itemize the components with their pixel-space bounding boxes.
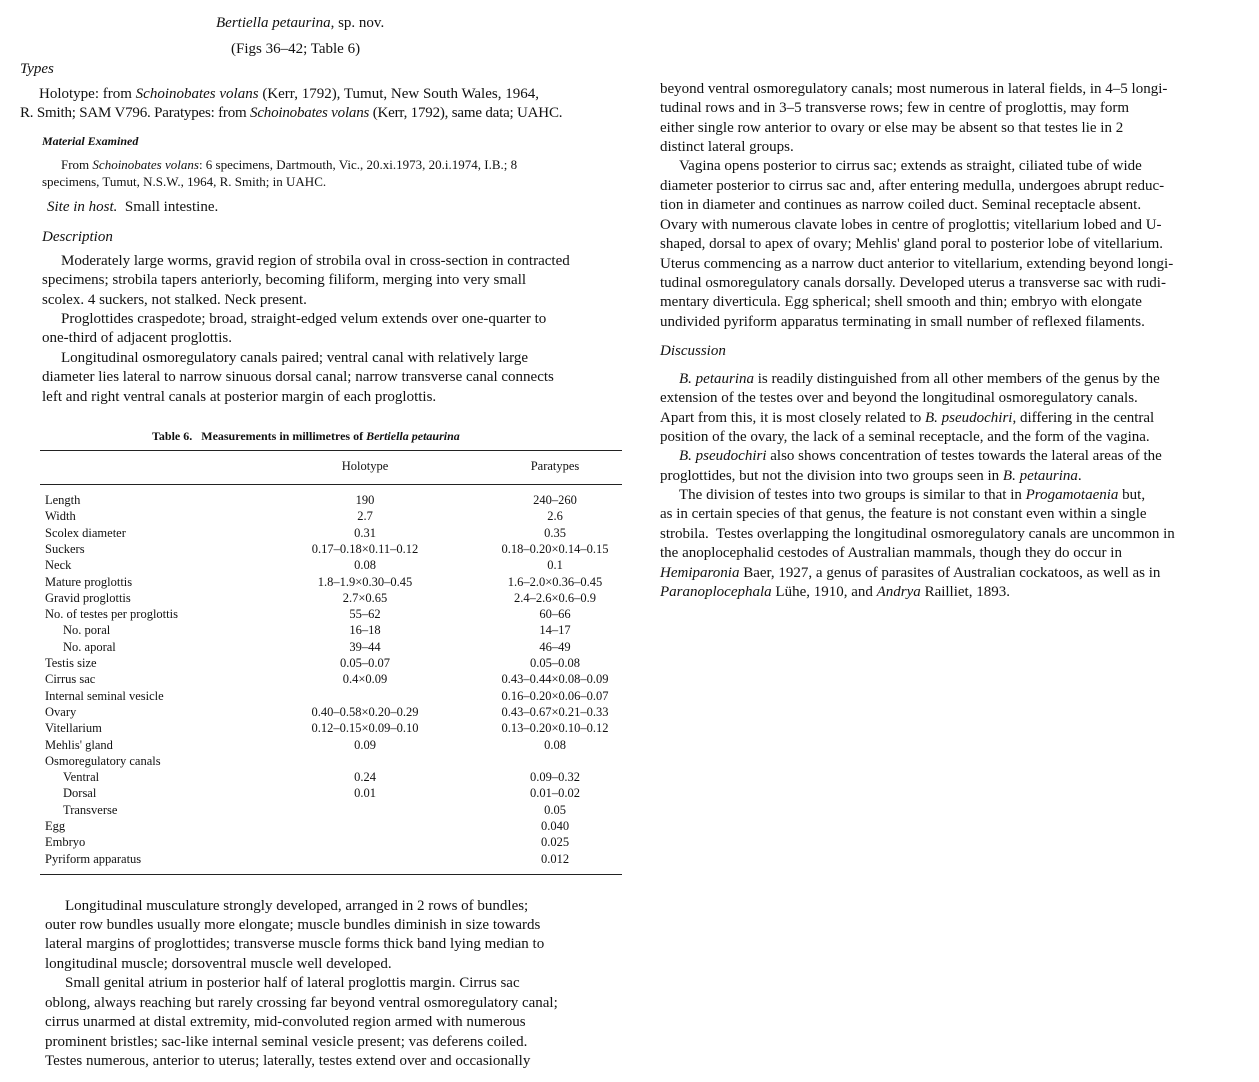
figs-reference: (Figs 36–42; Table 6) [231,41,361,57]
text-run: extension of the testes over and beyond the longitudinal osmoregulatory canals. [660,390,1138,406]
musculature-line: cirrus unarmed at distal extremity, mid-convoluted region armed with numerous [45,1014,526,1030]
table-top-rule [40,450,622,451]
table-row [45,557,625,573]
table-row [45,704,625,720]
row-label: Ventral [63,770,100,785]
holotype-value: 55–62 [349,607,381,622]
table-row [45,541,625,557]
row-label: Testis size [45,656,97,670]
discussion-line [660,467,1082,486]
text-run: the anoplocephalid cestodes of Australian mammals, though they do occur in [660,545,1122,561]
holotype-value: 0.17–0.18×0.11–0.12 [311,541,419,556]
table-row [45,639,625,655]
discussion-line [679,447,1162,466]
text-run: Holotype: from [39,86,136,102]
paratypes-value: 0.43–0.44×0.08–0.09 [501,672,609,687]
paratypes-value: 0.05 [544,802,566,817]
discussion-line [679,370,1160,389]
discussion-line [660,525,1175,544]
site-label: Site in host. [47,199,118,215]
musculature-line: outer row bundles usually more elongate; muscle bundles diminish in size towards [45,917,541,933]
text-run: (Kerr, 1792), same data; UAHC. [369,105,563,121]
holotype-value: 16–18 [349,623,381,638]
right-line: tion in diameter and continues as narrow coiled duct. Seminal receptacle absent. [660,197,1142,213]
taxon-name: Andrya [876,584,921,600]
taxon-name: Paranoplocephala [660,584,772,600]
paratypes-value: 0.13–0.20×0.10–0.12 [501,721,609,736]
table-row [45,720,625,736]
holotype-value: 0.01 [354,786,376,801]
row-label: Vitellarium [45,721,102,736]
text-run: position of the ovary, the lack of a seminal receptacle, and the form of the vagina. [660,429,1150,445]
taxon-name: B. pseudochiri [679,448,767,464]
paratypes-value: 0.16–0.20×0.06–0.07 [501,688,609,703]
material-line-1: specimens, Tumut, N.S.W., 1964, R. Smith; in UAHC. [42,174,327,189]
table-row [45,655,625,671]
text-run: (Kerr, 1792), Tumut, New South Wales, 1964, [258,86,539,102]
holotype-value: 0.40–0.58×0.20–0.29 [311,704,419,719]
row-label: Length [45,493,81,507]
right-line: distinct lateral groups. [660,139,794,155]
table-row [45,508,625,524]
discussion-line [660,583,1010,602]
right-line: diameter posterior to cirrus sac and, after entering medulla, undergoes abrupt reduc- [660,178,1165,194]
caption-species: Bertiella petaurina [366,429,460,443]
musculature-line: longitudinal muscle; dorsoventral muscle well developed. [45,956,392,972]
row-label: Gravid proglottis [45,590,131,605]
description-heading: Description [42,229,113,245]
text-run: The division of testes into two groups is similar to that in [679,487,1026,503]
table-row [45,590,625,606]
holotype-value: 1.8–1.9×0.30–0.45 [317,574,413,589]
discussion-line [660,544,1122,563]
musculature-line: Small genital atrium in posterior half of lateral proglottis margin. Cirrus sac [65,975,520,991]
description-line: Longitudinal osmoregulatory canals paired; ventral canal with relatively large [61,350,529,366]
text-run: strobila. Testes overlapping the longitudinal osmoregulatory canals are uncommon in [660,526,1175,542]
description-line: Proglottides craspedote; broad, straight-edged velum extends over one-quarter to [61,311,547,327]
paratypes-value: 14–17 [539,623,571,638]
row-label: Width [45,509,76,524]
description-line: specimens; strobila tapers anteriorly, becoming filiform, merging into very small [42,272,527,288]
right-line: Uterus commencing as a narrow duct anterior to vitellarium, extending beyond longi- [660,256,1174,272]
description-line: Moderately large worms, gravid region of strobila oval in cross-section in contracted [61,253,570,269]
table-row [45,785,625,801]
text-run: Lühe, 1910, and [771,584,877,600]
paratypes-value: 0.43–0.67×0.21–0.33 [501,704,609,719]
table-row [45,834,625,850]
right-line: either single row anterior to ovary or else may be absent so that testes lie in 2 [660,120,1124,136]
row-label: Egg [45,819,66,833]
table-row [45,622,625,638]
description-line: diameter lies lateral to narrow sinuous dorsal canal; narrow transverse canal connects [42,369,554,385]
paratypes-value: 0.012 [540,851,570,866]
paratypes-value: 2.4–2.6×0.6–0.9 [513,590,597,605]
text-run: proglottides, but not the division into two groups seen in [660,468,1003,484]
text-run: : 6 specimens, Dartmouth, Vic., 20.xi.1973, 20.i.1974, I.B.; 8 [198,157,518,172]
paratypes-value: 0.05–0.08 [530,656,580,670]
row-label: No. of testes per proglottis [45,607,178,622]
text-run: Baer, 1927, a genus of parasites of Australian cockatoos, as well as in [739,565,1161,581]
holotype-value: 0.08 [354,558,376,573]
table-caption [152,427,460,446]
text-run: R. Smith; SAM V796. Paratypes: from [20,105,251,121]
discussion-line [660,428,1150,447]
row-label: Transverse [63,802,118,817]
right-line: mentary diverticula. Egg spherical; shell smooth and thin; embryo with elongate [660,294,1142,310]
paratypes-value: 0.35 [544,525,566,540]
types-line-1 [20,104,562,123]
site-value: Small intestine. [124,199,219,215]
holotype-value: 0.24 [354,770,376,785]
musculature-line: Longitudinal musculature strongly developed, arranged in 2 rows of bundles; [65,898,529,914]
holotype-value: 0.4×0.09 [342,672,388,687]
paratypes-value: 0.18–0.20×0.14–0.15 [501,541,609,556]
table-bottom-rule [40,874,622,875]
right-line: undivided pyriform apparatus terminating in small number of reflexed filaments. [660,314,1145,330]
row-label: No. aporal [63,639,116,654]
right-line: tudinal osmoregulatory canals dorsally. Developed uterus a transverse sac with rudi- [660,275,1166,291]
table-row [45,851,625,867]
row-label: No. poral [63,623,111,638]
discussion-line [660,505,1147,524]
table-row [45,688,625,704]
musculature-line: prominent bristles; sac-like internal seminal vesicle present; vas deferens coiled. [45,1034,528,1050]
right-line: tudinal rows and in 3–5 transverse rows; few in centre of proglottis, may form [660,100,1130,116]
table-header-rule [40,484,622,485]
paratypes-value: 60–66 [539,607,571,622]
row-label: Mature proglottis [45,574,133,589]
musculature-line: Testes numerous, anterior to uterus; laterally, testes extend over and occasionally [45,1053,531,1069]
row-label: Embryo [45,835,86,850]
right-line: beyond ventral osmoregulatory canals; most numerous in lateral fields, in 4–5 longi- [660,81,1168,97]
table-row [45,574,625,590]
paratypes-value: 1.6–2.0×0.36–0.45 [507,574,603,589]
row-label: Ovary [45,704,77,719]
musculature-line: oblong, always reaching but rarely crossing far beyond ventral osmoregulatory canal; [45,995,558,1011]
paratypes-value: 0.040 [540,819,570,833]
discussion-line [660,564,1160,583]
paratypes-value: 0.025 [540,835,570,850]
table-row [45,606,625,622]
row-label: Osmoregulatory canals [45,753,161,768]
holotype-value: 39–44 [349,639,381,654]
table-row [45,769,625,785]
text-run: is readily distinguished from all other members of the genus by the [754,371,1160,387]
discussion-heading: Discussion [660,343,726,359]
site-in-host [47,198,218,217]
paratypes-value: 2.6 [547,509,563,524]
table-row [45,737,625,753]
row-label: Neck [45,558,72,573]
paratypes-value: 0.09–0.32 [530,770,580,785]
material-heading: Material Examined [42,134,139,148]
taxon-name: B. petaurina [679,371,754,387]
table-row [45,492,625,508]
text-run: . [1077,468,1082,484]
types-heading: Types [20,61,54,77]
paratypes-value: 0.08 [544,737,566,752]
holotype-value: 0.31 [354,525,376,540]
column-header-paratypes: Paratypes [530,459,580,473]
paratypes-value: 46–49 [539,639,571,654]
species-suffix: , sp. nov. [330,15,385,31]
discussion-line [660,389,1138,408]
text-run: , differing in the central [1012,410,1155,426]
caption-text: Table 6. Measurements in millimetres of [152,429,367,443]
holotype-value: 2.7 [357,509,373,524]
row-label: Pyriform apparatus [45,851,142,866]
species-title [216,14,384,33]
right-line: Vagina opens posterior to cirrus sac; extends as straight, ciliated tube of wide [679,158,1142,174]
row-label: Internal seminal vesicle [45,688,164,703]
taxon-name: Hemiparonia [660,565,740,581]
holotype-value: 0.09 [354,737,376,752]
holotype-value: 2.7×0.65 [342,590,388,605]
host-species: Schoinobates volans [92,157,199,172]
host-species: Schoinobates volans [250,105,370,121]
description-line: left and right ventral canals at posterior margin of each proglottis. [42,389,437,405]
column-header-holotype: Holotype [341,459,389,473]
paratypes-value: 0.1 [547,558,563,573]
right-line: shaped, dorsal to apex of ovary; Mehlis' gland poral to posterior lobe of vitellarium. [660,236,1163,252]
musculature-line: lateral margins of proglottides; transverse muscle forms thick band lying median to [45,936,545,952]
text-run: From [61,157,93,172]
row-label: Dorsal [63,786,97,801]
text-run: Apart from this, it is most closely related to [660,410,925,426]
species-name: Bertiella petaurina [216,15,331,31]
row-label: Suckers [45,541,85,556]
table-header [45,458,625,474]
discussion-line [679,486,1145,505]
host-species: Schoinobates volans [135,86,259,102]
row-label: Cirrus sac [45,672,96,687]
table-row [45,753,625,769]
description-line: scolex. 4 suckers, not stalked. Neck present. [42,292,307,308]
table-row [45,818,625,834]
taxon-name: Progamotaenia [1025,487,1119,503]
table-row [45,671,625,687]
right-line: Ovary with numerous clavate lobes in centre of proglottis; vitellarium lobed and U- [660,217,1162,233]
paratypes-value: 0.01–0.02 [530,786,580,801]
text-run: but, [1118,487,1146,503]
text-run: as in certain species of that genus, the feature is not constant even within a single [660,506,1147,522]
holotype-value: 0.12–0.15×0.09–0.10 [311,721,419,736]
text-run: Railliet, 1893. [920,584,1010,600]
paratypes-value: 240–260 [533,493,577,507]
table-row [45,525,625,541]
taxon-name: B. petaurina [1002,468,1078,484]
types-line-0 [39,85,539,104]
holotype-value: 190 [355,493,375,507]
taxon-name: B. pseudochiri [924,410,1013,426]
table-row [45,802,625,818]
row-label: Scolex diameter [45,525,126,540]
row-label: Mehlis' gland [45,737,113,752]
text-run: also shows concentration of testes towards the lateral areas of the [766,448,1162,464]
holotype-value: 0.05–0.07 [340,656,390,670]
discussion-line [660,409,1154,428]
description-line: one-third of adjacent proglottis. [42,330,232,346]
